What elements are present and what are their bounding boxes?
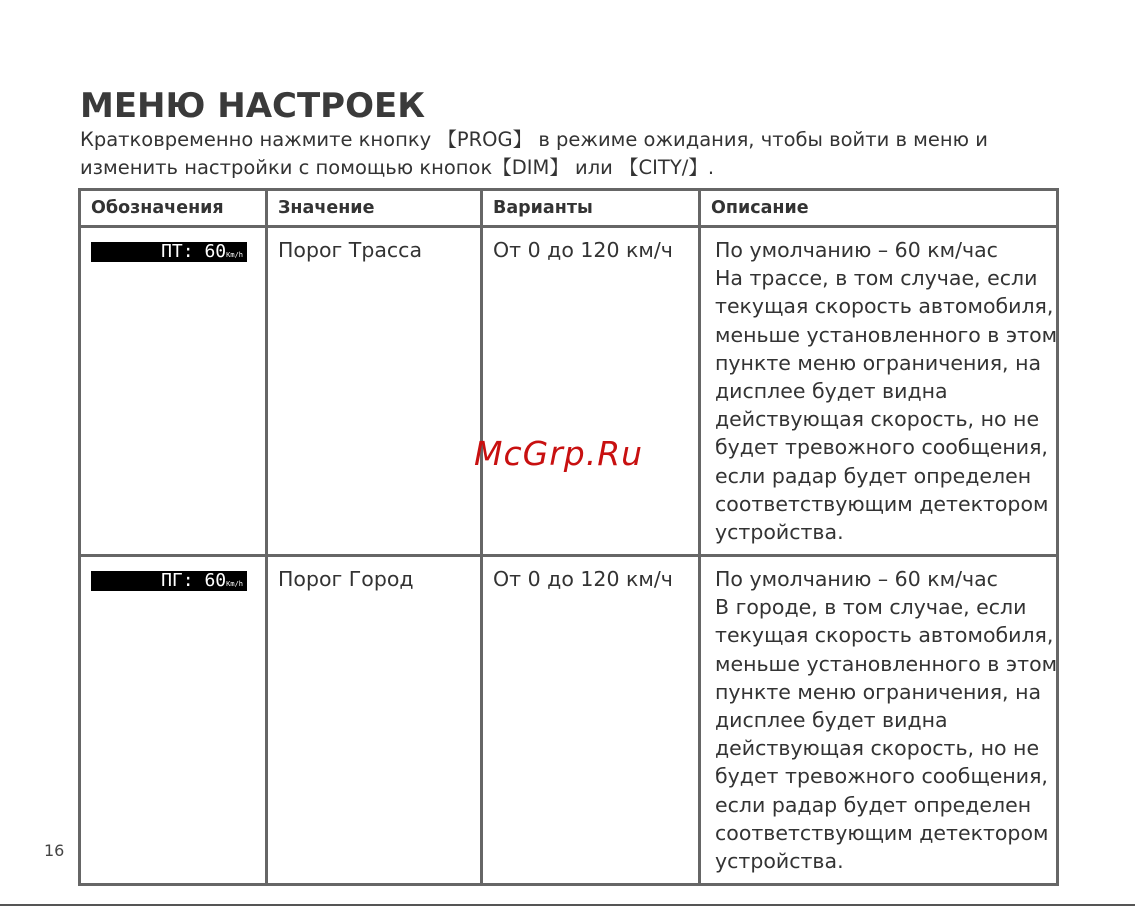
options-cell: От 0 до 120 км/ч: [482, 227, 700, 556]
description-line: дисплее будет видна: [715, 379, 948, 404]
lcd-display-city: [91, 571, 247, 591]
lcd-value: 60: [204, 241, 227, 262]
description-line: соответствующим детектором: [715, 491, 1049, 516]
settings-table: [78, 188, 1059, 886]
description-cell: [700, 556, 1058, 885]
bottom-rule: [0, 904, 1135, 906]
page-number: 16: [44, 841, 65, 860]
description-line: если радар будет определен: [715, 792, 1032, 817]
lcd-unit: Km/h: [226, 580, 243, 588]
intro-line-2: изменить настройки с помощью кнопок【DIM】 или 【CITY/】.: [80, 156, 715, 179]
lcd-display-highway: [91, 242, 247, 262]
table-header-row: [80, 190, 1058, 227]
value-cell: Порог Город: [267, 556, 482, 885]
description-line: будет тревожного сообщения,: [715, 764, 1048, 789]
designation-cell: [80, 556, 267, 885]
options-cell: От 0 до 120 км/ч: [482, 556, 700, 885]
description-line: пункте меню ограничения, на: [715, 679, 1042, 704]
description-line: На трассе, в том случае, если: [715, 266, 1038, 291]
page-title: МЕНЮ НАСТРОЕК: [80, 86, 426, 126]
lcd-value: 60: [204, 570, 227, 591]
table-row: [80, 227, 1058, 556]
description-line: меньше установленного в этом: [715, 651, 1058, 676]
header-options: Варианты: [482, 190, 700, 227]
lcd-unit: Km/h: [226, 251, 243, 259]
description-line: дисплее будет видна: [715, 708, 948, 733]
header-description: Описание: [700, 190, 1058, 227]
description-line: устройства.: [715, 520, 844, 545]
description-line: текущая скорость автомобиля,: [715, 623, 1054, 648]
description-line: соответствующим детектором: [715, 820, 1049, 845]
intro-text: [80, 126, 1060, 182]
header-value: Значение: [267, 190, 482, 227]
description-line: меньше установленного в этом: [715, 322, 1058, 347]
value-cell: Порог Трасса: [267, 227, 482, 556]
description-line: По умолчанию – 60 км/час: [715, 567, 998, 591]
description-line: действующая скорость, но не: [715, 407, 1040, 432]
lcd-label: ПГ:: [161, 570, 194, 591]
watermark: McGrp.Ru: [474, 434, 644, 473]
description-line: По умолчанию – 60 км/час: [715, 238, 998, 262]
description-cell: [700, 227, 1058, 556]
description-line: пункте меню ограничения, на: [715, 350, 1042, 375]
description-line: если радар будет определен: [715, 463, 1032, 488]
lcd-label: ПТ:: [161, 241, 194, 262]
intro-line-1: Кратковременно нажмите кнопку 【PROG】 в режиме ожидания, чтобы войти в меню и: [80, 128, 988, 151]
description-line: В городе, в том случае, если: [715, 595, 1027, 620]
header-designation: Обозначения: [80, 190, 267, 227]
table-row: [80, 556, 1058, 885]
description-line: текущая скорость автомобиля,: [715, 294, 1054, 319]
description-line: действующая скорость, но не: [715, 736, 1040, 761]
description-line: устройства.: [715, 849, 844, 874]
description-line: будет тревожного сообщения,: [715, 435, 1048, 460]
designation-cell: [80, 227, 267, 556]
